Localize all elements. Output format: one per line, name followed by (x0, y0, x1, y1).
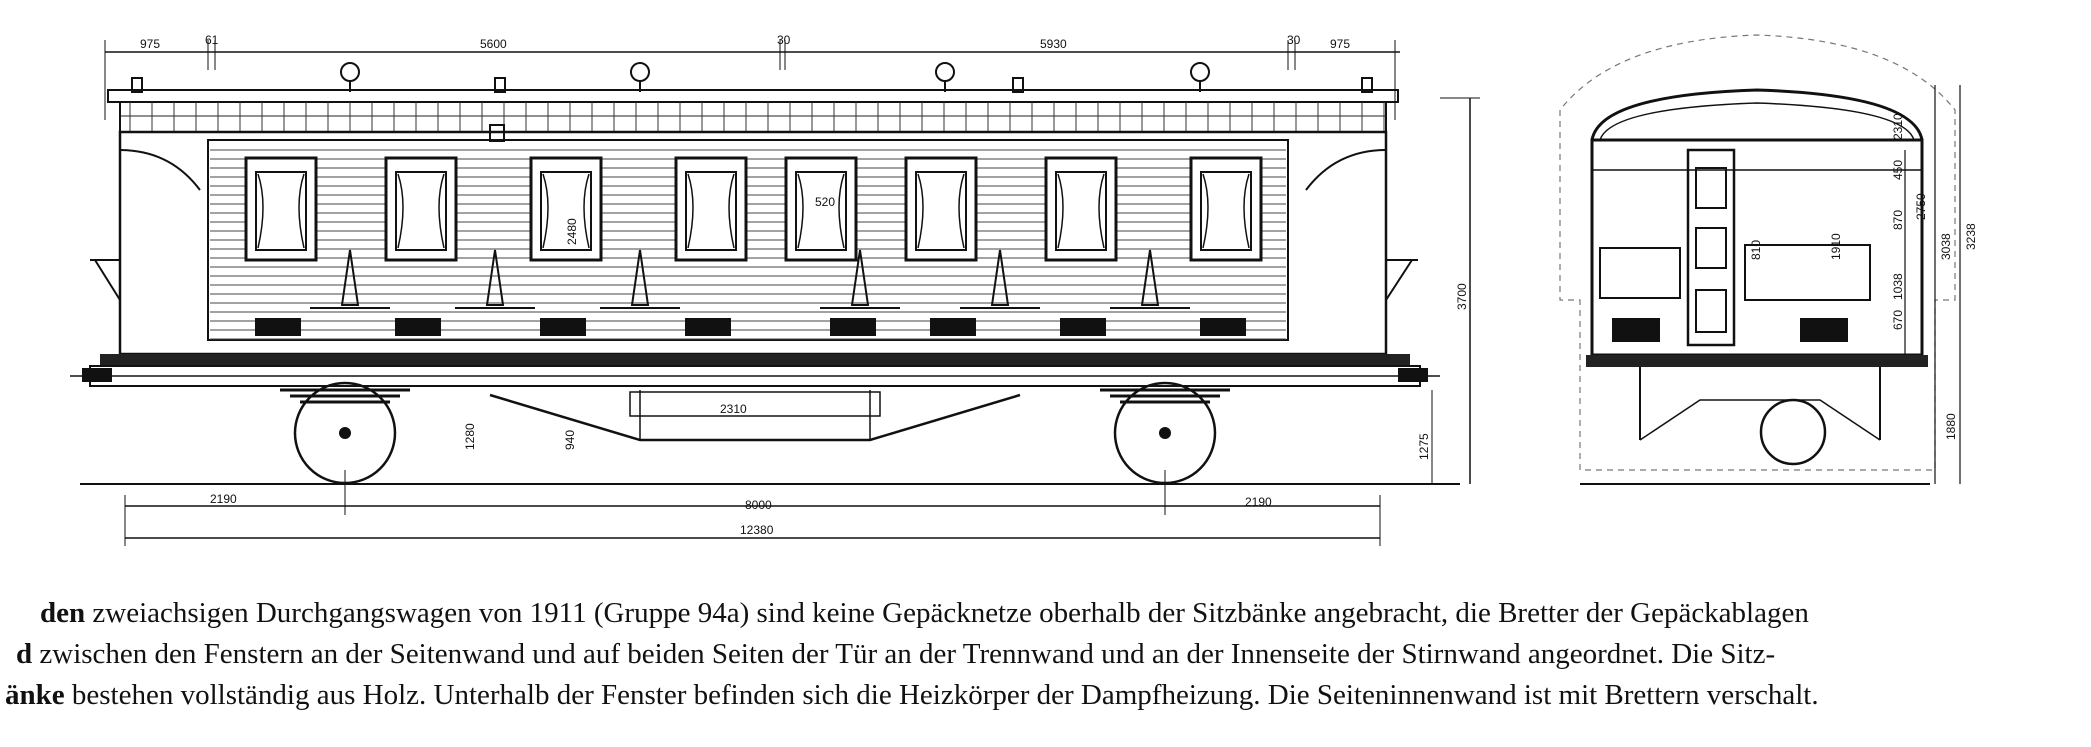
heater-2 (395, 318, 441, 336)
dim-top-30-left: 30 (777, 33, 791, 47)
dim-520: 520 (815, 195, 836, 209)
dim-2480: 2480 (565, 218, 579, 245)
window-6 (906, 158, 976, 260)
dim-top-5930: 5930 (1040, 37, 1067, 51)
seat-post-6 (1110, 250, 1190, 308)
heater-8 (1200, 318, 1246, 336)
end-view-dimensions (1749, 113, 1978, 440)
end-dim-810: 810 (1749, 239, 1763, 260)
caption-paragraph (0, 593, 2091, 716)
caption-line-1 (0, 593, 2091, 634)
end-dim-3038: 3038 (1939, 233, 1953, 260)
end-dim-2750: 2750 (1914, 193, 1928, 220)
dim-1280: 1280 (463, 423, 477, 450)
dim-2190-right: 2190 (1245, 495, 1272, 509)
dim-2190-left: 2190 (210, 492, 237, 506)
dim-940: 940 (563, 429, 577, 450)
caption-line-1-text: zweiachsigen Durchgangswagen von 1911 (Gruppe 94a) sind keine Gepäcknetze oberhalb der Sitzbänke angebracht, die Bretter der Gepäckablagen (85, 597, 1809, 629)
dim-top-5600: 5600 (480, 37, 507, 51)
end-dim-1910: 1910 (1829, 233, 1843, 260)
heater-1 (255, 318, 301, 336)
side-view (70, 33, 1480, 546)
end-dim-1038: 1038 (1891, 273, 1905, 300)
end-dim-870: 870 (1891, 209, 1905, 230)
dim-8000: 8000 (745, 498, 772, 512)
dim-12380: 12380 (740, 523, 774, 537)
end-dim-1880: 1880 (1944, 413, 1958, 440)
dim-2310: 2310 (720, 402, 747, 416)
heater-6 (930, 318, 976, 336)
dim-top-975-right: 975 (1330, 37, 1351, 51)
heater-7 (1060, 318, 1106, 336)
end-dim-2310: 2310 (1891, 113, 1905, 140)
window-1 (246, 158, 316, 260)
heater-5 (830, 318, 876, 336)
caption-line-1-start: den (40, 597, 86, 629)
dim-top-975-left: 975 (140, 37, 161, 51)
caption-line-3 (0, 675, 2091, 716)
caption-line-3-text: bestehen vollständig aus Holz. Unterhalb der Fenster befinden sich die Heizkörper der Dampfheizung. Die Seiteninnenwand ist mit Brettern verschalt. (64, 679, 1819, 711)
caption-line-2 (0, 634, 2091, 675)
end-dim-450: 450 (1891, 159, 1905, 180)
window-7 (1046, 158, 1116, 260)
window-4 (676, 158, 746, 260)
dim-1275: 1275 (1417, 433, 1431, 460)
seat-post-3 (600, 250, 680, 308)
heater-4 (685, 318, 731, 336)
window-8 (1191, 158, 1261, 260)
caption-line-2-text: zwischen den Fenstern an der Seitenwand und auf beiden Seiten der Tür an der Trennwand und an der Innenseite der Stirnwand angeordnet. Die Sitz- (32, 638, 1776, 670)
heater-3 (540, 318, 586, 336)
dim-3700: 3700 (1455, 283, 1469, 310)
window-5 (786, 158, 856, 260)
caption-line-3-start: änke (5, 679, 65, 711)
window-2 (386, 158, 456, 260)
end-dim-670: 670 (1891, 309, 1905, 330)
wheel-left (295, 383, 395, 483)
end-dim-3238: 3238 (1964, 223, 1978, 250)
dim-top-30-right: 30 (1287, 33, 1301, 47)
wheel-right (1115, 383, 1215, 483)
dim-top-61: 61 (205, 33, 219, 47)
seat-post-2 (455, 250, 535, 308)
caption-line-2-start: d (16, 638, 33, 670)
seat-post-1 (310, 250, 390, 308)
